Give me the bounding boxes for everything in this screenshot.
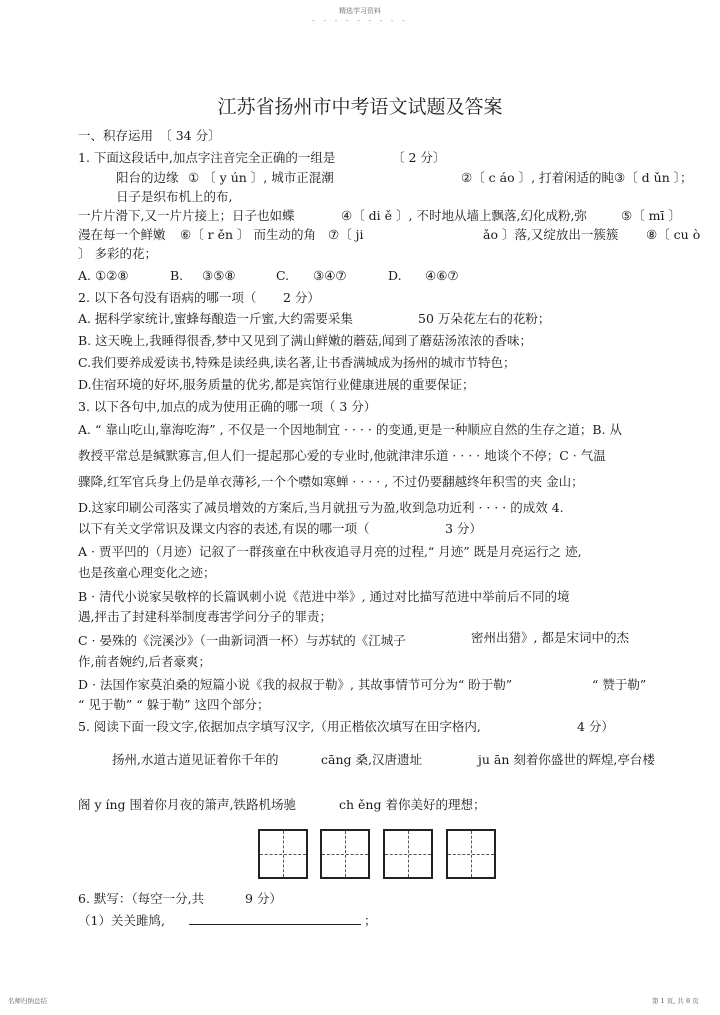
q1-points: 〔 2 分〕 [392, 150, 446, 165]
q1-line2-part2: ① 〔 y ún 〕, 城市正混潮 [188, 170, 334, 185]
q1-option-a: A. ①②⑧ [78, 268, 129, 283]
q1-line5-part4: ǎo 〕落,又绽放出一簇簇 [483, 227, 619, 242]
q2-stem: 2. 以下各句没有语病的哪一项（ [78, 290, 257, 305]
q2-points: 2 分） [283, 290, 320, 305]
q3-line3: 骤降,红军官兵身上仍是单衣薄衫,一个个噤如寒蝉 · · · · , 不过仍要翻越终年积雪的夹 金山； [78, 474, 584, 489]
q1-option-d-letter: D. [388, 268, 402, 283]
q4-option-b-line1: B · 清代小说家吴敬梓的长篇讽刺小说《范进中举》, 通过对比描写范进中举前后不同的境 [78, 589, 570, 604]
section-heading: 一、积存运用 〔 34 分〕 [78, 128, 221, 143]
q1-line4-part3: ⑤〔 mī 〕 [621, 208, 682, 223]
q1-option-c: ③④⑦ [313, 268, 347, 283]
q1-line6: 〕 多彩的花； [78, 246, 157, 261]
q4-option-c-line2: 密州出猎》, 都是宋词中的杰 [471, 630, 629, 645]
q2-option-a-part1: A. 据科学家统计,蜜蜂每酿造一斤蜜,大约需要采集 [78, 311, 353, 326]
answer-grid-box-2[interactable] [320, 829, 370, 879]
q2-option-b: B. 这天晚上,我睡得很香,梦中又见到了满山鲜嫩的蘑菇,闻到了蘑菇汤浓浓的香味； [78, 333, 533, 348]
q5-passage-line1-part2: cāng 桑,汉唐遗址 [321, 752, 422, 767]
q3-line2: 教授平常总是缄默寡言,但人们一提起那心爱的专业时,他就津津乐道 · · · · 地谈个不停；C · 气温 [78, 448, 606, 463]
q1-line5-part5: ⑧〔 cu ò [646, 227, 701, 242]
page-header-note: 精选学习资料 [339, 7, 381, 15]
q4-option-d-line3: “ 见于勒” “ 躲于勒” 这四个部分； [78, 697, 270, 712]
q1-line3: 日子是织布机上的布, [116, 189, 233, 204]
q4-option-d-line2: “ 赞于勒” [592, 677, 647, 692]
q5-passage-line2-part2: ch ěng 着你美好的理想； [339, 797, 486, 812]
q1-option-b-letter: B. [170, 268, 184, 283]
q1-line2-part3: ②〔 c áo 〕, 打着闲适的盹 [461, 170, 615, 185]
answer-grid-box-4[interactable] [446, 829, 496, 879]
q1-line5-part2: ⑥〔 r ěn 〕 而生动的角 [180, 227, 317, 242]
q6-line1-end: ； [364, 913, 377, 928]
q4-line1: D.这家印刷公司落实了减员增效的方案后,当月就扭亏为盈,收到急功近利 · · · · 的成效 4. [78, 500, 564, 515]
page-header-dashes: - - - - - - - - - [312, 16, 408, 25]
q1-line5-part3: ⑦〔 ji [328, 227, 364, 242]
q5-passage-line1-part3: ju ān 刻着你盛世的辉煌,亭台楼 [478, 752, 655, 767]
q4-option-b-line2: 遇,抨击了封建科举制度毒害学问分子的罪责； [78, 609, 332, 624]
q5-stem: 5. 阅读下面一段文字,依据加点字填写汉字,（用正楷依次填写在田字格内, [78, 719, 481, 734]
q5-passage-line1-part1: 扬州,水道古道见证着你千年的 [112, 752, 279, 767]
answer-grid-box-1[interactable] [258, 829, 308, 879]
q5-points: 4 分） [577, 719, 614, 734]
q4-option-d-line1: D · 法国作家莫泊桑的短篇小说《我的叔叔于勒》, 其故事情节可分为“ 盼于勒” [78, 677, 513, 692]
q1-line5-part1: 漫在每一个鲜嫩 [78, 227, 166, 242]
q4-option-a-line2: 也是孩童心理变化之迹； [78, 565, 216, 580]
q6-points: 9 分） [245, 891, 282, 906]
q1-option-d: ④⑥⑦ [425, 268, 459, 283]
page-number: 第 1 页, 共 8 页 [652, 997, 699, 1005]
q4-option-c-line3: 作,前者婉约,后者豪爽； [78, 654, 211, 669]
q4-option-c-line1: C · 晏殊的《浣溪沙》（一曲新词酒一杯）与苏轼的《江城子 [78, 633, 406, 648]
q3-stem: 3. 以下各句中,加点的成为使用正确的哪一项（ 3 分） [78, 399, 377, 414]
q1-line2-part1: 阳台的边缘 [116, 170, 179, 185]
q2-option-c: C.我们要养成爱读书,特殊是读经典,读名著,让书香满城成为扬州的城市节特色； [78, 355, 516, 370]
q4-option-a-line1: A · 贾平凹的（月迹）记叙了一群孩童在中秋夜追寻月亮的过程,“ 月迹” 既是月亮运行之 迹, [78, 544, 582, 559]
footer-left-note: 名师归纳总结 [8, 997, 47, 1005]
document-title: 江苏省扬州市中考语文试题及答案 [217, 96, 503, 118]
q2-option-a-part2: 50 万朵花左右的花粉； [418, 311, 551, 326]
q6-stem: 6. 默写：（每空一分,共 [78, 891, 205, 906]
q6-line1-label: （1）关关雎鸠, [78, 913, 165, 928]
q1-line2-part4: ③〔 d ǔn 〕； [614, 170, 693, 185]
q1-option-c-letter: C. [276, 268, 290, 283]
q6-answer-blank-1[interactable] [189, 924, 361, 925]
q1-option-b: ③⑤⑧ [202, 268, 236, 283]
q2-option-d: D.住宿环境的好坏,服务质量的优劣,都是宾馆行业健康进展的重要保证； [78, 377, 475, 392]
q4-line2-part1: 以下有关文学常识及课文内容的表述,有误的哪一项（ [78, 521, 370, 536]
q3-line1: A. “ 靠山吃山,靠海吃海” , 不仅是一个因地制宜 · · · · 的变通,更是一种顺应自然的生存之道；B. 从 [78, 422, 622, 437]
answer-grid-box-3[interactable] [383, 829, 433, 879]
q1-stem: 1. 下面这段话中,加点字注音完全正确的一组是 [78, 150, 336, 165]
q5-passage-line2-part1: 阁 y íng 围着你月夜的箫声,铁路机场驰 [78, 797, 297, 812]
q4-line2-part2: 3 分） [445, 521, 482, 536]
q1-line4-part2: ④〔 di ě 〕, 不时地从墙上飘落,幻化成粉,弥 [341, 208, 587, 223]
q1-line4-part1: 一片片滑下,又一片片接上；日子也如蝶 [78, 208, 295, 223]
